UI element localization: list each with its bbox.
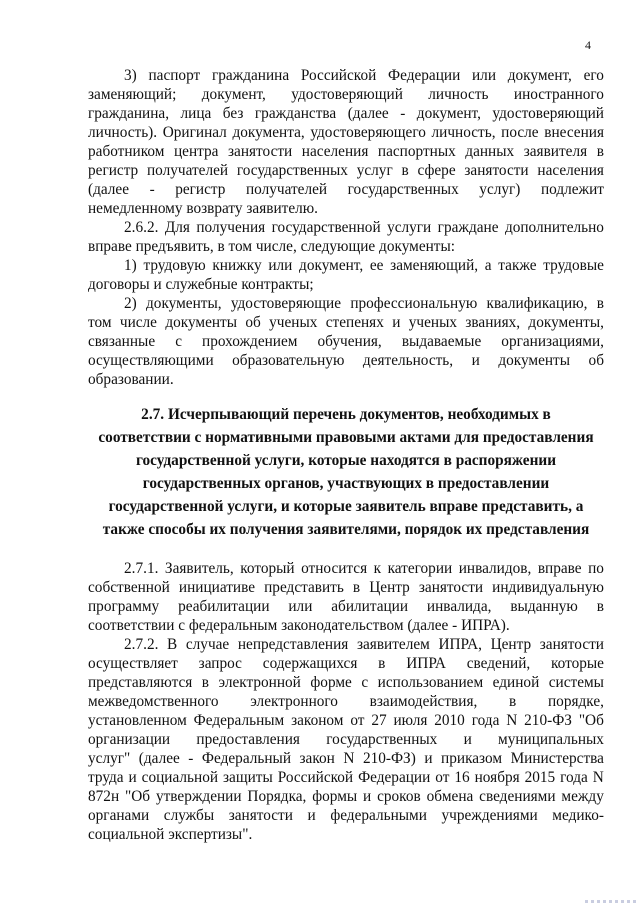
- word: использованием: [377, 674, 484, 691]
- word: формы: [312, 788, 358, 805]
- section-heading-line: соответствии с нормативными правовыми актами для предоставления: [98, 429, 594, 446]
- word: представляются: [88, 674, 193, 691]
- word: 1): [124, 257, 137, 274]
- word: документы,: [528, 314, 604, 331]
- word: года: [560, 769, 588, 786]
- word: утверждении: [155, 788, 242, 805]
- word: N: [592, 769, 604, 786]
- word: Российской: [300, 67, 377, 84]
- word: государственных: [236, 162, 348, 179]
- word: к: [373, 560, 382, 577]
- word: государственных: [326, 731, 438, 748]
- body-text-line: [88, 730, 604, 749]
- word: также: [498, 257, 537, 274]
- word: организациями,: [501, 333, 604, 350]
- word: или: [288, 598, 313, 615]
- word: документы,: [146, 295, 222, 312]
- word: Министерства: [510, 750, 604, 767]
- body-text-line: [88, 711, 604, 730]
- word: получателей: [146, 162, 229, 179]
- section-heading-line: государственной услуги, которые находятся в распоряжении: [135, 452, 557, 469]
- word: Заявитель,: [164, 560, 234, 577]
- word: в: [201, 674, 210, 691]
- word: с: [175, 333, 182, 350]
- word: и: [392, 314, 401, 331]
- word: форме: [310, 674, 352, 691]
- word: предоставления: [196, 731, 300, 748]
- word: с: [361, 674, 369, 691]
- word: 2.7.2.: [124, 636, 159, 653]
- body-text-line: [88, 313, 604, 332]
- body-text-line: [88, 787, 604, 806]
- word: населения: [301, 143, 369, 160]
- body-text-line: [88, 161, 604, 180]
- word: законом: [291, 712, 344, 729]
- word: квалификацию,: [486, 295, 588, 312]
- word: Для: [164, 219, 190, 236]
- body-text-line: вправе предъявить, в том числе, следующие документы:: [88, 238, 456, 255]
- word: муниципальных: [498, 731, 604, 748]
- word: ИПРА,: [438, 636, 482, 653]
- body-text-line: [88, 351, 604, 370]
- word: получателей: [245, 181, 328, 198]
- word: сведений,: [466, 655, 531, 672]
- word: -: [400, 105, 406, 122]
- word: единой: [492, 674, 540, 691]
- word: по: [588, 560, 604, 577]
- body-text-line: немедленному возврату заявителю.: [88, 200, 318, 217]
- word: "Об: [125, 788, 151, 805]
- section-heading-line: государственных органов, участвующих в предоставлении: [142, 475, 550, 492]
- word: работником: [88, 143, 165, 160]
- word: и: [363, 788, 372, 805]
- word: Центр: [490, 636, 532, 653]
- word: от: [350, 712, 365, 729]
- word: об: [245, 314, 261, 331]
- word: занятости: [418, 579, 484, 596]
- word: которые: [551, 655, 604, 672]
- word: заменяющий,: [390, 257, 479, 274]
- word: в: [378, 655, 386, 672]
- word: 2.6.2.: [124, 219, 159, 236]
- word: установленном: [88, 712, 187, 729]
- word: 2.7.1.: [124, 560, 159, 577]
- word: числе: [119, 314, 157, 331]
- word: "Об: [578, 712, 604, 729]
- word: 872н: [88, 788, 120, 805]
- word: ученых: [269, 314, 318, 331]
- body-text-line: [88, 749, 604, 768]
- word: индивидуальную: [492, 579, 604, 596]
- word: и: [307, 807, 316, 824]
- word: его: [583, 67, 604, 84]
- word: заменяющий;: [88, 86, 177, 103]
- word: после: [501, 124, 539, 141]
- word: занятости: [464, 162, 529, 179]
- word: гражданина: [211, 67, 290, 84]
- word: 210-ФЗ): [362, 750, 416, 767]
- word: трудовую: [143, 257, 206, 274]
- word: 16: [454, 769, 470, 786]
- word: сроков: [377, 788, 421, 805]
- section-heading-line: также способы их получения заявителями, порядок их представления: [102, 521, 590, 538]
- word: инвалидов,: [458, 560, 532, 577]
- word: или: [472, 67, 497, 84]
- word: паспорт: [148, 67, 201, 84]
- word: званиях,: [465, 314, 521, 331]
- word: абилитации: [331, 598, 409, 615]
- word: удостоверяющего: [310, 124, 426, 141]
- word: -: [188, 750, 194, 767]
- word: и: [471, 352, 480, 369]
- word: гражданина,: [88, 105, 170, 122]
- word: В: [167, 636, 178, 653]
- body-text-line: [88, 692, 604, 711]
- word: документ,: [416, 105, 481, 122]
- body-text-line: соответствии с федеральным законодательством (далее - ИПРА).: [88, 617, 510, 634]
- word: федеральными: [330, 807, 427, 824]
- word: содержащихся: [262, 655, 358, 672]
- page-number: 4: [585, 38, 591, 52]
- word: представить: [264, 579, 344, 596]
- word: организации: [88, 731, 171, 748]
- word: закон: [299, 750, 335, 767]
- word: выданную: [510, 598, 578, 615]
- word: ее: [369, 257, 384, 274]
- word: труда: [88, 769, 124, 786]
- word: приказом: [441, 750, 503, 767]
- word: -: [149, 181, 155, 198]
- word: об: [588, 352, 604, 369]
- word: государственных: [347, 181, 459, 198]
- word: книжку: [212, 257, 262, 274]
- word: июля: [393, 712, 428, 729]
- word: в: [596, 295, 604, 312]
- word: ноября: [474, 769, 520, 786]
- body-text-line: [88, 142, 604, 161]
- word: года: [471, 712, 500, 729]
- word: обучения,: [317, 333, 382, 350]
- word: осуществляющими: [88, 352, 214, 369]
- word: Центр: [369, 579, 410, 596]
- word: (далее: [347, 105, 389, 122]
- word: центра: [173, 143, 219, 160]
- body-text-line: [88, 806, 604, 825]
- word: медико-: [552, 807, 604, 824]
- word: услуг": [88, 750, 131, 767]
- body-text-line: [88, 578, 604, 597]
- word: службы: [163, 807, 215, 824]
- word: трудовые: [543, 257, 604, 274]
- word: в: [352, 579, 361, 596]
- word: деятельность,: [362, 352, 454, 369]
- word: программу: [88, 598, 160, 615]
- body-text-line: [88, 294, 604, 313]
- word: ученых: [408, 314, 457, 331]
- word: сведениями: [479, 788, 556, 805]
- word: личность,: [431, 124, 496, 141]
- body-text-line: [88, 597, 604, 616]
- word: услуги: [387, 219, 432, 236]
- word: данных: [465, 143, 515, 160]
- word: паспортных: [377, 143, 456, 160]
- word: документ,: [507, 67, 572, 84]
- word: иностранного: [513, 86, 604, 103]
- word: заявителя: [523, 143, 588, 160]
- word: реабилитации: [178, 598, 270, 615]
- word: получения: [196, 219, 266, 236]
- word: электронного: [250, 693, 338, 710]
- word: выдаваемые: [401, 333, 482, 350]
- word: удостоверяющие: [230, 295, 342, 312]
- word: защиты: [223, 769, 273, 786]
- body-text-line: [88, 768, 604, 787]
- word: сфере: [417, 162, 456, 179]
- word: Федерации: [358, 769, 431, 786]
- word: связанные: [88, 333, 156, 350]
- body-text-line: [88, 559, 604, 578]
- word: вправе: [537, 560, 582, 577]
- body-text-line: образовании.: [88, 371, 174, 388]
- word: документ,: [201, 86, 266, 103]
- word: межведомственного: [88, 693, 219, 710]
- word: 3): [124, 67, 137, 84]
- word: без: [222, 105, 244, 122]
- word: регистр: [88, 162, 139, 179]
- word: собственной: [88, 579, 170, 596]
- word: документ,: [299, 257, 364, 274]
- word: том: [88, 314, 112, 331]
- word: (далее: [88, 181, 130, 198]
- body-text-line: [88, 104, 604, 123]
- word: от: [435, 769, 450, 786]
- word: осуществляет: [88, 655, 178, 672]
- word: Федеральным: [193, 712, 285, 729]
- body-text-line: [88, 218, 604, 237]
- word: личность: [428, 86, 489, 103]
- word: N: [506, 712, 518, 729]
- word: занятости: [228, 807, 293, 824]
- word: который: [240, 560, 295, 577]
- word: или: [268, 257, 293, 274]
- word: документы: [498, 352, 571, 369]
- scan-corner-mark: [585, 900, 637, 903]
- word: электронной: [218, 674, 301, 691]
- word: в: [509, 693, 517, 710]
- word: инициативе: [178, 579, 256, 596]
- word: в: [596, 143, 604, 160]
- word: Федеральный: [201, 750, 291, 767]
- word: 2015: [524, 769, 556, 786]
- word: социальной: [141, 769, 219, 786]
- word: занятости: [228, 143, 293, 160]
- word: прохождением: [202, 333, 298, 350]
- word: обмена: [426, 788, 474, 805]
- word: 210-ФЗ: [524, 712, 572, 729]
- word: гражданства: [254, 105, 337, 122]
- word: дополнительно: [504, 219, 604, 236]
- word: услуг: [356, 162, 393, 179]
- word: относится: [301, 560, 368, 577]
- word: 27: [371, 712, 387, 729]
- word: между: [561, 788, 604, 805]
- word: органами: [88, 807, 150, 824]
- word: и: [424, 750, 433, 767]
- body-text-line: социальной экспертизы".: [88, 826, 253, 843]
- word: документа,: [232, 124, 305, 141]
- word: и: [463, 731, 472, 748]
- word: личность).: [88, 124, 158, 141]
- word: учреждениями: [441, 807, 538, 824]
- word: случае: [185, 636, 230, 653]
- word: а: [484, 257, 492, 274]
- word: Оригинал: [162, 124, 227, 141]
- word: заявителем: [356, 636, 430, 653]
- body-text-line: [88, 654, 604, 673]
- body-text-line: [88, 332, 604, 351]
- word: удостоверяющий: [291, 86, 403, 103]
- word: регистр: [175, 181, 226, 198]
- word: системы: [548, 674, 604, 691]
- body-text-line: договоры и служебные контракты;: [88, 276, 314, 293]
- body-text-line: [88, 635, 604, 654]
- word: внесения: [544, 124, 604, 141]
- word: документы: [165, 314, 238, 331]
- body-text-line: [88, 66, 604, 85]
- word: порядке,: [547, 693, 604, 710]
- word: запрос: [198, 655, 242, 672]
- body-text-line: [88, 180, 604, 199]
- word: удостоверяющий: [492, 105, 604, 122]
- word: непредставления: [237, 636, 349, 653]
- word: Российской: [277, 769, 354, 786]
- word: занятости: [539, 636, 604, 653]
- word: подлежит: [540, 181, 604, 198]
- word: N: [343, 750, 355, 767]
- word: 2010: [434, 712, 465, 729]
- word: (далее: [138, 750, 180, 767]
- word: лица: [180, 105, 212, 122]
- word: услуг): [479, 181, 521, 198]
- body-text-line: [88, 85, 604, 104]
- word: граждане: [437, 219, 499, 236]
- word: взаимодействия,: [369, 693, 478, 710]
- word: образовательную: [232, 352, 345, 369]
- section-heading-line: государственной услуги, и которые заявитель вправе представить, а: [108, 498, 584, 515]
- word: Федерации: [388, 67, 461, 84]
- word: инвалида,: [426, 598, 492, 615]
- word: и: [128, 769, 137, 786]
- word: ИПРА: [406, 655, 446, 672]
- word: Порядка,: [247, 788, 307, 805]
- word: 2): [124, 295, 137, 312]
- body-text-line: [88, 256, 604, 275]
- word: населения: [537, 162, 604, 179]
- word: профессиональную: [350, 295, 478, 312]
- body-text-line: [88, 673, 604, 692]
- word: в: [401, 162, 409, 179]
- word: категории: [387, 560, 453, 577]
- body-text-line: [88, 123, 604, 142]
- word: в: [596, 598, 604, 615]
- section-heading-line: 2.7. Исчерпывающий перечень документов, необходимых в: [141, 406, 551, 423]
- word: государственной: [271, 219, 381, 236]
- word: степенях: [325, 314, 384, 331]
